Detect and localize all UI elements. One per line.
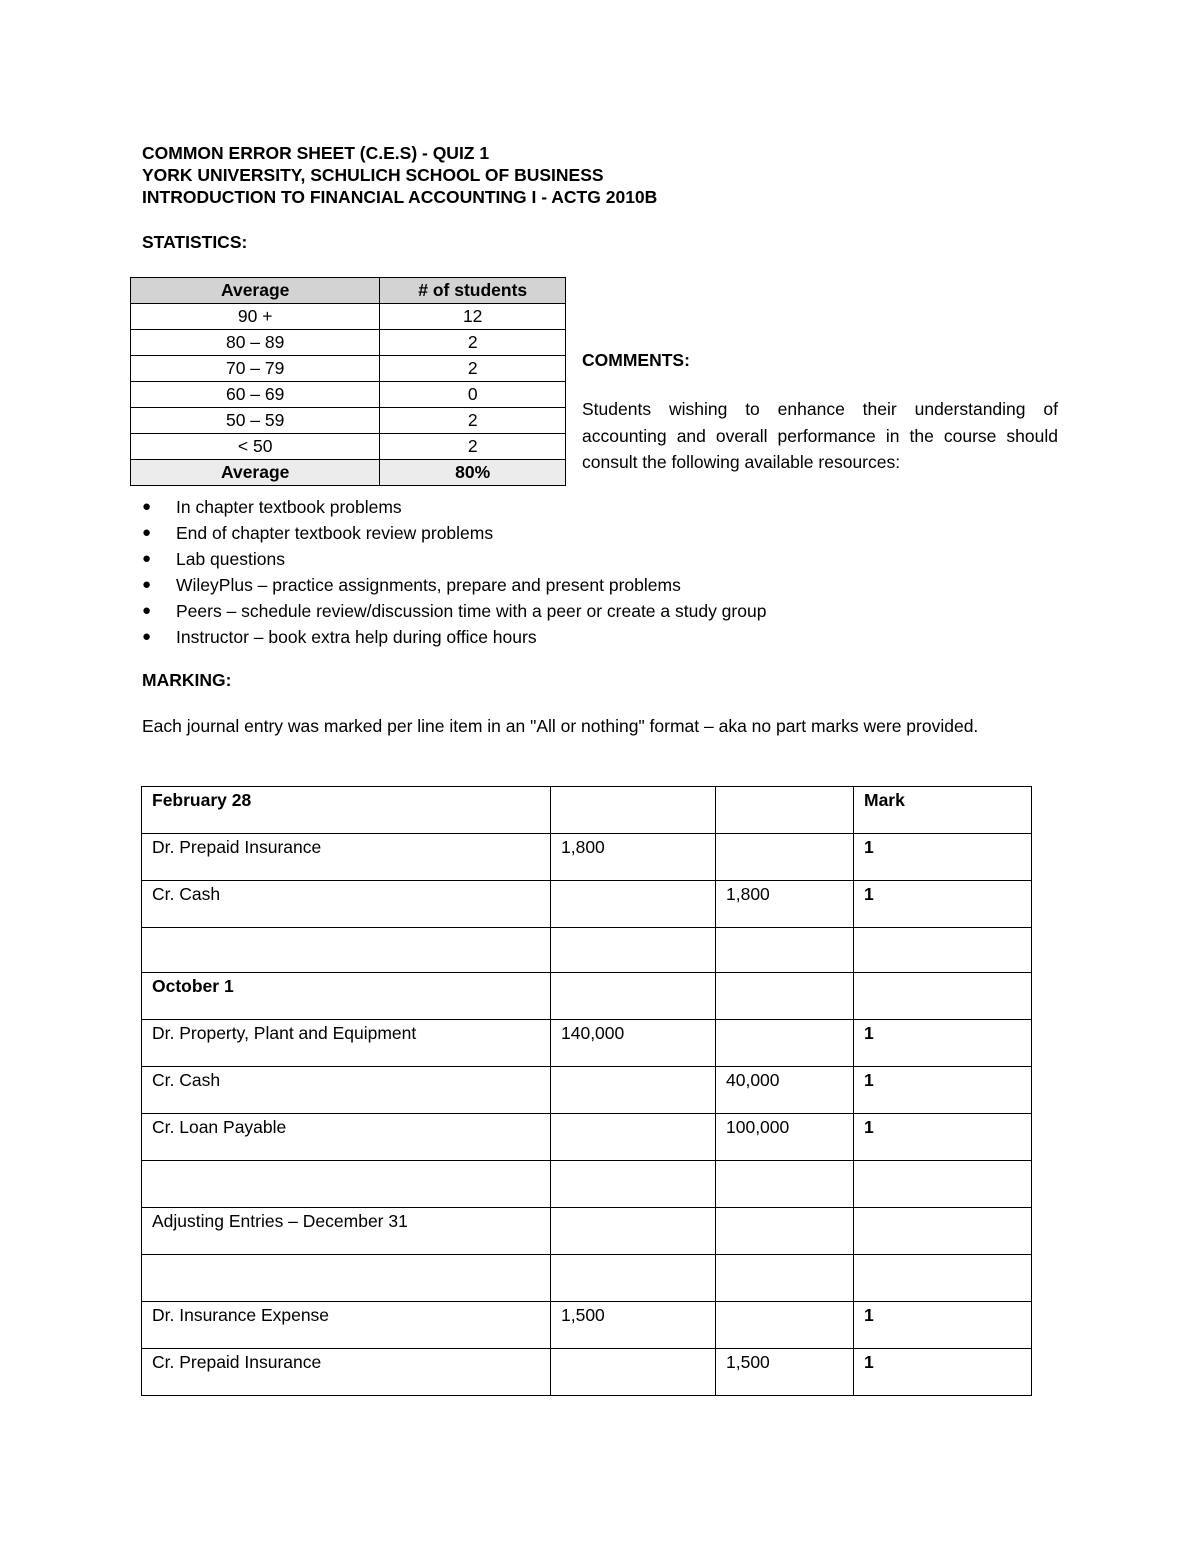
statistics-col-students: # of students: [380, 278, 566, 304]
bullet-icon: ●: [142, 576, 152, 593]
journal-mark: 1: [854, 1067, 1032, 1114]
list-item: [142, 572, 766, 598]
statistics-count: 2: [380, 330, 566, 356]
statistics-table: [130, 277, 566, 486]
statistics-count: 0: [380, 382, 566, 408]
journal-debit: 1,500: [551, 1302, 716, 1349]
journal-mark: 1: [854, 1302, 1032, 1349]
journal-mark: 1: [854, 834, 1032, 881]
statistics-range: 90 +: [131, 304, 380, 330]
statistics-header-row: [131, 278, 566, 304]
journal-mark: [854, 1161, 1032, 1208]
statistics-footer-value: 80%: [380, 460, 566, 486]
journal-account: Cr. Cash: [142, 881, 551, 928]
bullet-icon: ●: [142, 550, 152, 567]
journal-debit: [551, 1114, 716, 1161]
journal-debit: 1,800: [551, 834, 716, 881]
table-row: [142, 1067, 1032, 1114]
journal-mark: [854, 928, 1032, 973]
statistics-row: [131, 434, 566, 460]
statistics-range: 70 – 79: [131, 356, 380, 382]
journal-account: Adjusting Entries – December 31: [142, 1208, 551, 1255]
resource-text: Peers – schedule review/discussion time with a peer or create a study group: [176, 601, 767, 621]
journal-credit: [716, 834, 854, 881]
journal-account: [142, 1255, 551, 1302]
resource-text: End of chapter textbook review problems: [176, 523, 494, 543]
list-item: [142, 494, 766, 520]
list-item: [142, 520, 766, 546]
journal-debit: [551, 881, 716, 928]
statistics-count: 12: [380, 304, 566, 330]
table-row: [142, 928, 1032, 973]
bullet-icon: ●: [142, 602, 152, 619]
university-name: YORK UNIVERSITY, SCHULICH SCHOOL OF BUSINESS: [142, 165, 604, 185]
journal-account: Dr. Insurance Expense: [142, 1302, 551, 1349]
course-name: INTRODUCTION TO FINANCIAL ACCOUNTING I - ACTG 2010B: [142, 187, 658, 207]
journal-debit: [551, 928, 716, 973]
statistics-range: 50 – 59: [131, 408, 380, 434]
journal-mark: [854, 973, 1032, 1020]
journal-account: Dr. Property, Plant and Equipment: [142, 1020, 551, 1067]
journal-credit: [716, 1208, 854, 1255]
journal-account: October 1: [142, 973, 551, 1020]
table-row: [142, 1208, 1032, 1255]
bullet-icon: ●: [142, 498, 152, 515]
marking-heading: MARKING:: [142, 670, 232, 690]
statistics-footer-label: Average: [131, 460, 380, 486]
journal-debit: 140,000: [551, 1020, 716, 1067]
resource-text: Lab questions: [176, 549, 285, 569]
table-row: [142, 1349, 1032, 1396]
journal-credit: [716, 928, 854, 973]
journal-debit: [551, 1067, 716, 1114]
journal-credit: [716, 1161, 854, 1208]
statistics-range: 60 – 69: [131, 382, 380, 408]
table-row: [142, 881, 1032, 928]
journal-debit: [551, 973, 716, 1020]
bullet-icon: ●: [142, 628, 152, 645]
journal-credit: 40,000: [716, 1067, 854, 1114]
journal-mark: 1: [854, 881, 1032, 928]
document-title: COMMON ERROR SHEET (C.E.S) - QUIZ 1: [142, 143, 490, 163]
list-item: [142, 546, 766, 572]
statistics-count: 2: [380, 434, 566, 460]
journal-credit: [716, 787, 854, 834]
journal-account: February 28: [142, 787, 551, 834]
table-row: [142, 1302, 1032, 1349]
table-row: [142, 787, 1032, 834]
journal-mark: 1: [854, 1020, 1032, 1067]
journal-debit: [551, 1255, 716, 1302]
journal-account: Dr. Prepaid Insurance: [142, 834, 551, 881]
journal-debit: [551, 787, 716, 834]
statistics-range: < 50: [131, 434, 380, 460]
table-row: [142, 1255, 1032, 1302]
journal-entries-table: [141, 786, 1032, 1396]
journal-debit: [551, 1349, 716, 1396]
journal-debit: [551, 1208, 716, 1255]
journal-credit: 1,800: [716, 881, 854, 928]
table-row: [142, 973, 1032, 1020]
table-row: [142, 1114, 1032, 1161]
statistics-row: [131, 356, 566, 382]
table-row: [142, 1161, 1032, 1208]
resources-list: [142, 494, 766, 650]
statistics-col-average: Average: [131, 278, 380, 304]
statistics-row: [131, 304, 566, 330]
comments-text: Students wishing to enhance their understanding of accounting and overall performance in the course should consult the following available resources:: [582, 399, 1058, 472]
list-item: [142, 624, 766, 650]
journal-mark: 1: [854, 1349, 1032, 1396]
journal-mark: [854, 1208, 1032, 1255]
journal-credit: [716, 973, 854, 1020]
statistics-row: [131, 330, 566, 356]
resource-text: Instructor – book extra help during office hours: [176, 627, 537, 647]
journal-credit: 100,000: [716, 1114, 854, 1161]
statistics-row: [131, 408, 566, 434]
journal-account: Cr. Loan Payable: [142, 1114, 551, 1161]
bullet-icon: ●: [142, 524, 152, 541]
journal-account: Cr. Prepaid Insurance: [142, 1349, 551, 1396]
resource-text: In chapter textbook problems: [176, 497, 402, 517]
statistics-heading: STATISTICS:: [142, 232, 248, 252]
statistics-count: 2: [380, 356, 566, 382]
marking-text: Each journal entry was marked per line item in an "All or nothing" format – aka no part marks were provided.: [142, 716, 979, 736]
comments-heading: COMMENTS:: [582, 350, 690, 370]
resource-text: WileyPlus – practice assignments, prepare and present problems: [176, 575, 681, 595]
journal-mark: Mark: [854, 787, 1032, 834]
statistics-footer-row: [131, 460, 566, 486]
journal-credit: [716, 1020, 854, 1067]
table-row: [142, 834, 1032, 881]
journal-account: [142, 928, 551, 973]
statistics-range: 80 – 89: [131, 330, 380, 356]
journal-credit: [716, 1302, 854, 1349]
journal-account: [142, 1161, 551, 1208]
journal-mark: 1: [854, 1114, 1032, 1161]
journal-mark: [854, 1255, 1032, 1302]
statistics-count: 2: [380, 408, 566, 434]
table-row: [142, 1020, 1032, 1067]
journal-debit: [551, 1161, 716, 1208]
journal-credit: [716, 1255, 854, 1302]
list-item: [142, 598, 766, 624]
journal-account: Cr. Cash: [142, 1067, 551, 1114]
journal-credit: 1,500: [716, 1349, 854, 1396]
statistics-row: [131, 382, 566, 408]
